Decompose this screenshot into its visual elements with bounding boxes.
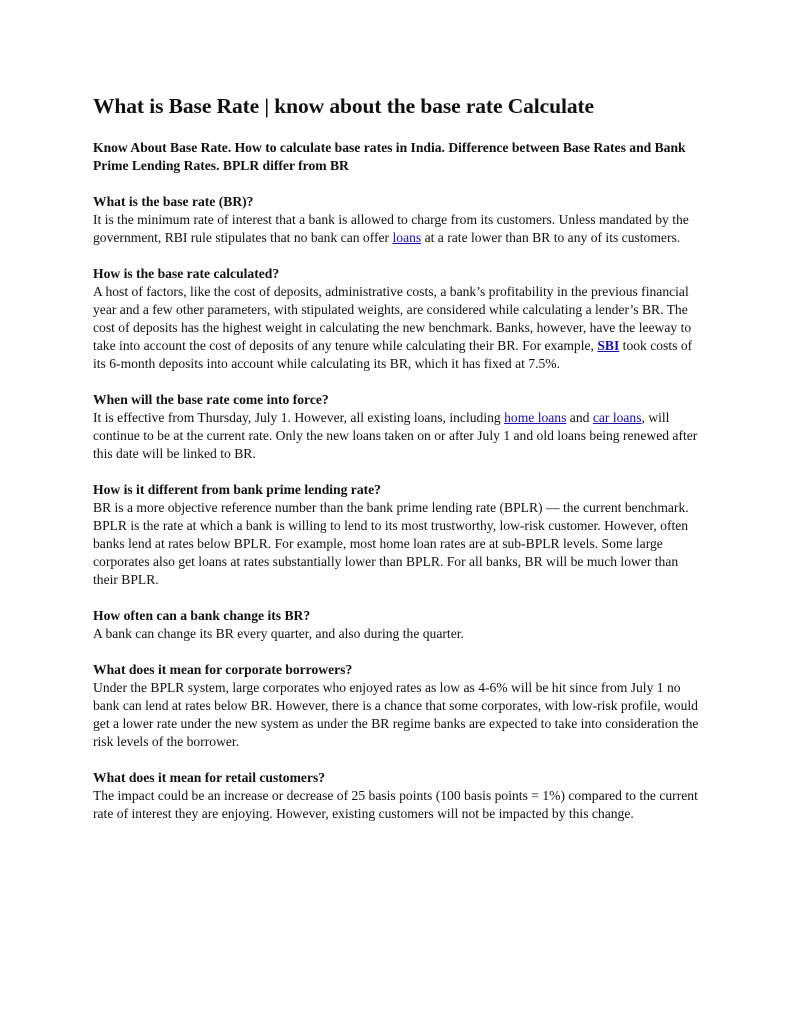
answer-text: It is effective from Thursday, July 1. However, all existing loans, including	[93, 410, 505, 425]
document-page	[93, 92, 701, 823]
question-heading: How is it different from bank prime lending rate?	[93, 482, 381, 497]
section-corporate-borrowers	[93, 661, 701, 751]
section-retail-customers	[93, 769, 701, 823]
intro-paragraph: Know About Base Rate. How to calculate base rates in India. Difference between Base Rates and Bank Prime Lending Rates. BPLR differ from BR	[93, 140, 686, 173]
section-how-often	[93, 607, 701, 643]
question-heading: How often can a bank change its BR?	[93, 608, 311, 623]
answer-text: and	[566, 410, 593, 425]
section-what-is-base-rate	[93, 193, 701, 247]
answer-paragraph: BR is a more objective reference number than the bank prime lending rate (BPLR) — the current benchmark. BPLR is the rate at which a bank is willing to lend to its most trustworthy, low-risk customer. However, often banks lend at rates below BPLR. For example, most home loan rates are at sub-BPLR levels. Some large corporates also get loans at rates substantially lower than BPLR. For all banks, BR will be much lower than their BPLR.	[93, 500, 689, 587]
question-heading: How is the base rate calculated?	[93, 266, 280, 281]
answer-text: at a rate lower than BR to any of its customers.	[421, 230, 681, 245]
answer-paragraph	[93, 409, 701, 463]
answer-paragraph	[93, 211, 701, 247]
answer-text: took costs of its 6-month deposits into account while calculating its BR, which it has fixed at 7.5%.	[93, 338, 693, 371]
question-heading: When will the base rate come into force?	[93, 392, 329, 407]
answer-paragraph	[93, 283, 701, 373]
home-loans-link[interactable]: home loans	[504, 410, 567, 425]
section-how-calculated	[93, 265, 701, 373]
car-loans-link[interactable]: car loans	[592, 410, 642, 425]
sbi-link[interactable]: SBI	[597, 338, 620, 353]
answer-paragraph: Under the BPLR system, large corporates who enjoyed rates as low as 4-6% will be hit since from July 1 no bank can lend at rates below BR. However, there is a chance that some corporates, with low-risk profile, would get a lower rate under the new system as under the BR regime banks are expected to take into consideration the risk levels of the borrower.	[93, 680, 699, 749]
answer-text: A host of factors, like the cost of deposits, administrative costs, a bank’s profitability in the previous financial year and a few other parameters, with stipulated weights, are considered while calculating a lender’s BR. The cost of deposits has the highest weight in calculating the new benchmark. Banks, however, have the leeway to take into account the cost of deposits of any tenure while calculating their BR. For example,	[93, 284, 692, 353]
answer-text: , will continue to be at the current rate. Only the new loans taken on or after July 1 and old loans being renewed after this date will be linked to BR.	[93, 410, 698, 461]
question-heading: What does it mean for retail customers?	[93, 770, 326, 785]
section-into-force	[93, 391, 701, 463]
loans-link[interactable]: loans	[392, 230, 422, 245]
page-title: What is Base Rate | know about the base rate Calculate	[93, 94, 594, 118]
answer-paragraph: A bank can change its BR every quarter, and also during the quarter.	[93, 626, 464, 641]
answer-paragraph: The impact could be an increase or decrease of 25 basis points (100 basis points = 1%) compared to the current rate of interest they are enjoying. However, existing customers will not be impacted by this change.	[93, 788, 698, 821]
answer-text: It is the minimum rate of interest that a bank is allowed to charge from its customers. Unless mandated by the government, RBI rule stipulates that no bank can offer	[93, 212, 689, 245]
section-different-from-bplr	[93, 481, 701, 589]
question-heading: What is the base rate (BR)?	[93, 194, 254, 209]
question-heading: What does it mean for corporate borrowers?	[93, 662, 353, 677]
